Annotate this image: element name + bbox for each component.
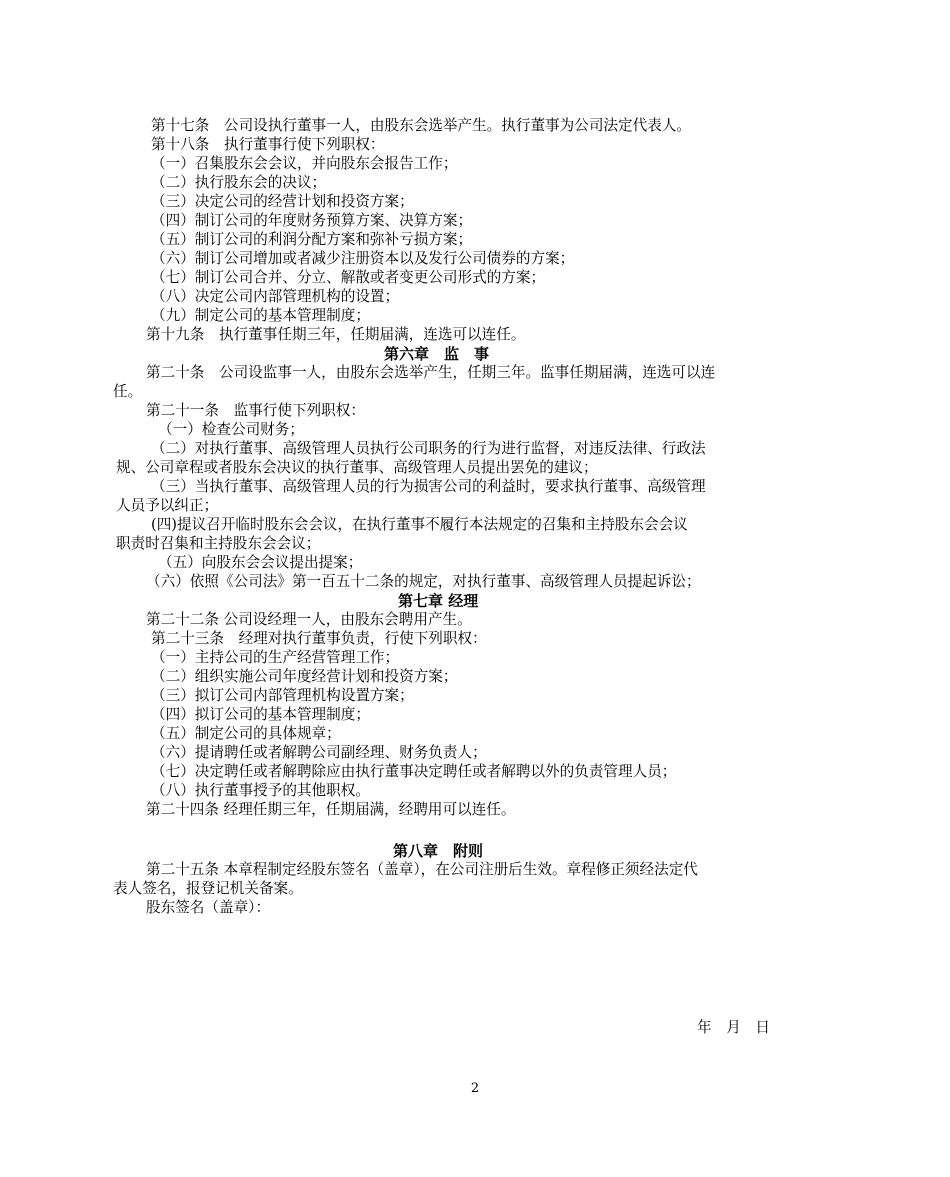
list-item: （六）依照《公司法》第一百五十二条的规定，对执行董事、高级管理人员提起诉讼； xyxy=(146,573,701,590)
list-item: （二）执行股东会的决议； xyxy=(151,174,327,191)
article-21: 第二十一条 监事行使下列职权： xyxy=(146,402,365,419)
list-item: （四）制订公司的年度财务预算方案、决算方案； xyxy=(151,212,473,229)
list-item: （一）主持公司的生产经营管理工作； xyxy=(151,649,400,666)
list-item: （三）决定公司的经营计划和投资方案； xyxy=(151,193,414,210)
list-item-cont: 人员予以纠正； xyxy=(116,497,219,514)
article-19: 第十九条 执行董事任期三年，任期届满，连选可以连任。 xyxy=(146,326,526,343)
list-item: （七）制订公司合并、分立、解散或者变更公司形式的方案； xyxy=(151,269,546,286)
list-item: （五）制定公司的具体规章； xyxy=(151,725,341,742)
list-item: （三）当执行董事、高级管理人员的行为损害公司的利益时，要求执行董事、高级管理 xyxy=(151,478,706,495)
article-24: 第二十四条 经理任期三年，任期届满，经聘用可以连任。 xyxy=(146,801,516,818)
list-item: （七）决定聘任或者解聘除应由执行董事决定聘任或者解聘以外的负责管理人员； xyxy=(151,763,677,780)
list-item-cont: 职责时召集和主持股东会会议； xyxy=(116,535,321,552)
article-25: 第二十五条 本章程制定经股东签名（盖章），在公司注册后生效。章程修正须经法定代 xyxy=(146,861,698,878)
list-item: （九）制定公司的基本管理制度； xyxy=(151,307,370,324)
list-item: （二）组织实施公司年度经营计划和投资方案； xyxy=(151,668,458,685)
list-item: （三）拟订公司内部管理机构设置方案； xyxy=(151,687,414,704)
list-item: （一）检查公司财务； xyxy=(158,421,304,438)
list-item: （四）拟订公司的基本管理制度； xyxy=(151,706,370,723)
article-22: 第二十二条 公司设经理一人，由股东会聘用产生。 xyxy=(146,611,472,628)
chapter-6-heading: 第六章 监 事 xyxy=(384,345,490,363)
shareholder-signature-label: 股东签名（盖章）： xyxy=(146,899,271,916)
article-25-cont: 表人签名，报登记机关备案。 xyxy=(113,880,303,897)
list-item: （二）对执行董事、高级管理人员执行公司职务的行为进行监督，对违反法律、行政法 xyxy=(151,440,706,457)
date-line: 年 月 日 xyxy=(697,1019,770,1036)
list-item-cont: 规、公司章程或者股东会决议的执行董事、高级管理人员提出罢免的建议； xyxy=(116,459,598,476)
list-item: (四)提议召开临时股东会会议，在执行董事不履行本法规定的召集和主持股东会会议 xyxy=(151,516,688,533)
list-item: （五）制订公司的利润分配方案和弥补亏损方案； xyxy=(151,231,473,248)
article-20: 第二十条 公司设监事一人，由股东会选举产生，任期三年。监事任期届满，连选可以连 xyxy=(146,364,716,381)
list-item: （八）决定公司内部管理机构的设置； xyxy=(151,288,400,305)
article-20-cont: 任。 xyxy=(113,383,143,400)
chapter-7-heading: 第七章 经理 xyxy=(398,592,479,610)
list-item: （八）执行董事授予的其他职权。 xyxy=(151,782,370,799)
article-18: 第十八条 执行董事行使下列职权： xyxy=(151,136,385,153)
list-item: （一）召集股东会会议，并向股东会报告工作； xyxy=(151,155,458,172)
list-item: （六）提请聘任或者解聘公司副经理、财务负责人； xyxy=(151,744,487,761)
list-item: （五）向股东会会议提出提案； xyxy=(158,554,363,571)
article-17: 第十七条 公司设执行董事一人，由股东会选举产生。执行董事为公司法定代表人。 xyxy=(151,117,691,134)
list-item: （六）制订公司增加或者减少注册资本以及发行公司债券的方案； xyxy=(151,250,575,267)
article-23: 第二十三条 经理对执行董事负责，行使下列职权： xyxy=(151,630,487,647)
chapter-8-heading: 第八章 附则 xyxy=(393,842,484,860)
page-number: 2 xyxy=(470,1081,480,1096)
